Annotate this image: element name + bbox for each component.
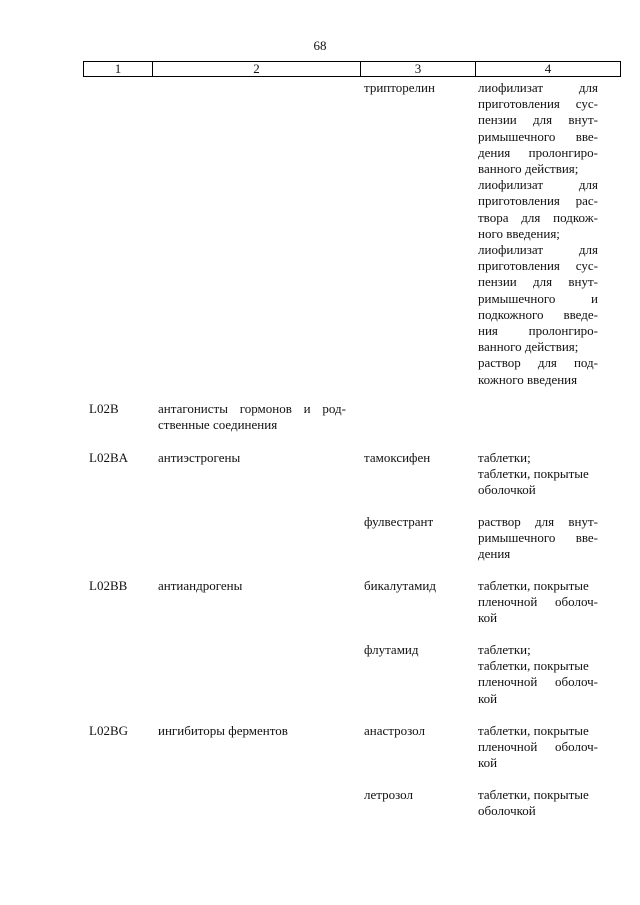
atc-code: L02BA (89, 450, 128, 465)
dosage-form-line: оболочкой (478, 803, 536, 819)
dosage-form-line: кой (478, 690, 498, 706)
dosage-form-line: раствор для под- (478, 355, 598, 371)
drug-name: трипторелин (364, 80, 435, 95)
dosage-form-line: твора для подкож- (478, 209, 598, 225)
dosage-form-line: ного введения; (478, 225, 560, 241)
atc-group-name: антиэстрогены (158, 450, 241, 465)
drug-name: анастрозол (364, 723, 425, 738)
atc-code: L02BG (89, 723, 128, 738)
column-header-3: 3 (361, 62, 476, 77)
dosage-form-line: пленочной оболоч- (478, 594, 598, 610)
drug-name: флутамид (364, 642, 419, 657)
dosage-form-line: раствор для внут- (478, 514, 598, 529)
dosage-form-line: пленочной оболоч- (478, 674, 598, 690)
drug-name: тамоксифен (364, 450, 431, 465)
atc-group-name-line: ственные соединения (158, 417, 278, 433)
dosage-form (478, 450, 598, 499)
dosage-form-line: оболочкой (478, 482, 536, 498)
atc-code: L02B (89, 401, 119, 416)
dosage-form (478, 514, 598, 563)
column-header-4: 4 (476, 62, 621, 77)
dosage-form-line: ванного действия; (478, 161, 579, 177)
dosage-form (478, 80, 598, 388)
dosage-form (478, 787, 598, 819)
dosage-form-line: приготовления сус- (478, 96, 598, 112)
dosage-form-line: таблетки, покрытые (478, 787, 589, 802)
dosage-form-line: ния пролонгиро- (478, 323, 598, 339)
atc-group-name: ингибиторы ферментов (158, 723, 288, 738)
atc-group-name-line: антагонисты гормонов и род- (158, 401, 346, 416)
dosage-form-line: таблетки; (478, 450, 531, 465)
dosage-form-line: таблетки, покрытые (478, 658, 589, 674)
dosage-form-line: пензии для внут- (478, 274, 598, 290)
dosage-form-line: лиофилизат для (478, 80, 598, 95)
drug-name: фулвестрант (364, 514, 434, 529)
dosage-form-line: пленочной оболоч- (478, 739, 598, 755)
dosage-form-line: ванного действия; (478, 339, 579, 355)
dosage-form-line: дения пролонгиро- (478, 144, 598, 160)
dosage-form-line: римышечного вве- (478, 128, 598, 144)
column-header-table (83, 61, 621, 77)
atc-code: L02BB (89, 578, 128, 593)
dosage-form-line: таблетки, покрытые (478, 723, 589, 738)
dosage-form (478, 578, 598, 627)
dosage-form-line: приготовления рас- (478, 193, 598, 209)
dosage-form-line: кой (478, 755, 498, 771)
column-header-2: 2 (153, 62, 361, 77)
dosage-form-line: таблетки, покрытые (478, 578, 589, 593)
dosage-form-line: пензии для внут- (478, 112, 598, 128)
drug-name: летрозол (364, 787, 413, 802)
dosage-form-line: дения (478, 546, 511, 562)
dosage-form-line: римышечного и (478, 290, 598, 306)
atc-group-name (158, 401, 346, 433)
dosage-form (478, 642, 598, 707)
atc-group-name: антиандрогены (158, 578, 243, 593)
dosage-form-line: кой (478, 610, 498, 626)
dosage-form-line: таблетки, покрытые (478, 466, 589, 482)
column-header-row (84, 62, 621, 77)
dosage-form-line: подкожного введе- (478, 306, 598, 322)
dosage-form-line: таблетки; (478, 642, 531, 657)
page-number: 68 (313, 38, 327, 53)
dosage-form-line: лиофилизат для (478, 177, 598, 193)
column-header-1: 1 (84, 62, 153, 77)
drug-name: бикалутамид (364, 578, 436, 593)
dosage-form-line: римышечного вве- (478, 530, 598, 546)
dosage-form-line: приготовления сус- (478, 258, 598, 274)
dosage-form (478, 723, 598, 772)
dosage-form-line: лиофилизат для (478, 242, 598, 258)
dosage-form-line: кожного введения (478, 371, 578, 387)
